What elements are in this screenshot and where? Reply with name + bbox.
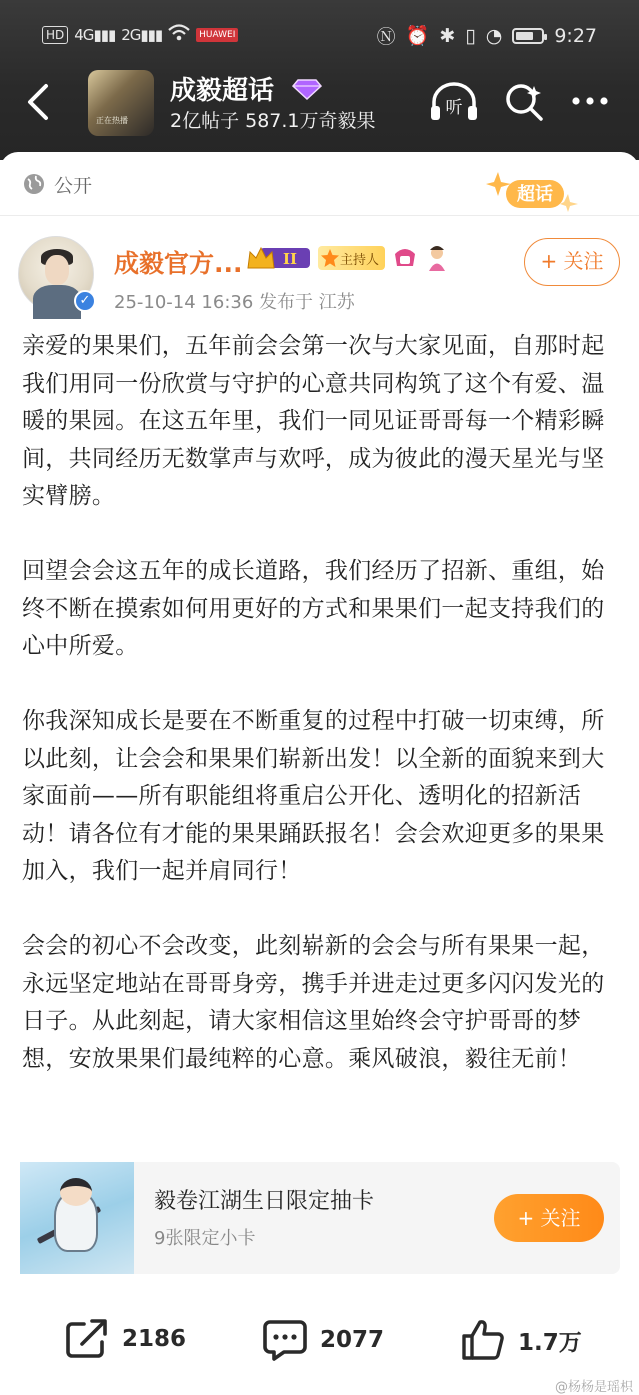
watermark: @杨杨是瑶枳 <box>554 1380 633 1395</box>
status-right <box>377 22 597 49</box>
bluetooth-icon: ✱ <box>439 24 456 47</box>
signal-2g: 2G▮▮▮ <box>121 26 163 44</box>
post-body <box>22 328 622 1116</box>
status-left <box>42 24 238 46</box>
hd-indicator: HD <box>42 26 68 44</box>
post-paragraph: 亲爱的果果们，五年前会会第一次与大家见面，自那时起我们用同一份欣赏与守护的心意共同构筑了这个有爱、温暖的果园。在这五年里，我们一同见证哥哥每一个精彩瞬间，共同经历无数掌声与欢呼，成为彼此的漫天星光与坚实臂膀。 <box>22 333 605 509</box>
app-notification-badge: HUAWEI <box>196 28 238 42</box>
host-badge[interactable] <box>318 246 385 270</box>
nfc-icon: Ⓝ <box>376 26 396 48</box>
listen-button[interactable] <box>428 80 480 124</box>
host-star-icon <box>320 248 340 268</box>
promo-subtitle: 9张限定小卡 <box>154 1228 256 1249</box>
verified-icon: ✓ <box>74 290 96 312</box>
status-bar <box>0 22 639 50</box>
comment-count: 2077 <box>320 1327 385 1353</box>
topic-stats: 2亿帖子 587.1万奇毅果 <box>170 110 376 132</box>
back-button[interactable] <box>20 80 60 124</box>
visibility-label: 公开 <box>54 175 93 197</box>
globe-icon <box>22 172 46 196</box>
comment-button[interactable] <box>262 1318 384 1362</box>
promo-title: 毅卷江湖生日限定抽卡 <box>154 1189 375 1214</box>
back-arrow-icon <box>20 80 60 124</box>
vip-gem-icon <box>292 78 322 100</box>
action-bar <box>0 1304 639 1384</box>
follow-button[interactable]: + 关注 <box>524 238 620 286</box>
topic-title[interactable]: 成毅超话 <box>170 76 275 106</box>
wifi-icon <box>168 24 190 46</box>
search-icon <box>504 82 544 122</box>
like-button[interactable] <box>460 1318 582 1362</box>
alarm-icon: ⏰ <box>405 25 430 47</box>
card-promo[interactable] <box>20 1162 620 1274</box>
topic-nav <box>0 68 639 138</box>
post-paragraph: 回望会会这五年的成长道路，我们经历了招新、重组，始终不断在摸索如何用更好的方式和果果们一起支持我们的心中所爱。 <box>22 558 605 659</box>
more-dots-icon <box>568 86 612 116</box>
chaohua-badge[interactable] <box>484 164 584 214</box>
topic-header <box>0 0 639 160</box>
avatar-face <box>45 255 69 285</box>
battery-icon <box>512 28 544 44</box>
svg-text:听: 听 <box>445 98 463 118</box>
signal-4g: 4G▮▮▮ <box>74 26 116 44</box>
host-badge-label: 主持人 <box>340 252 380 268</box>
author-name[interactable]: 成毅官方... <box>114 249 243 278</box>
clock: 9:27 <box>554 24 597 47</box>
fan-medal-icon[interactable] <box>391 244 419 272</box>
chaohua-badge-icon <box>484 164 584 214</box>
comment-icon <box>262 1318 308 1362</box>
headphones-icon <box>428 80 480 124</box>
speed-icon: ◔ <box>485 24 503 47</box>
post-paragraph: 你我深知成长是要在不断重复的过程中打破一切束缚，所以此刻，让会会和果果们崭新出发！以全新的面貌来到大家面前——所有职能组将重启公开化、透明化的招新活动！请各位有才能的果果踊跃报名！会会欢迎更多的果果加入，我们一起并肩同行！ <box>22 708 605 884</box>
visibility-row <box>0 152 639 216</box>
post-card <box>0 152 639 1386</box>
promo-head <box>60 1178 92 1206</box>
share-icon <box>64 1318 110 1360</box>
character-sticker-icon <box>425 244 449 272</box>
level-crown-badge[interactable] <box>246 244 312 272</box>
share-count: 2186 <box>122 1326 187 1352</box>
thumbs-up-icon <box>460 1318 506 1362</box>
promo-follow-button[interactable]: + 关注 <box>494 1194 604 1242</box>
vibrate-icon: ▯ <box>465 24 476 47</box>
svg-text:II: II <box>282 250 298 268</box>
promo-image <box>20 1162 134 1274</box>
author-row <box>0 236 639 316</box>
share-button[interactable] <box>64 1318 186 1360</box>
post-meta: 25-10-14 16:36 发布于 江苏 <box>114 292 355 313</box>
more-button[interactable] <box>568 86 612 116</box>
topic-cover-image[interactable] <box>88 70 154 136</box>
search-button[interactable] <box>504 82 544 122</box>
author-badges <box>246 244 449 272</box>
cover-caption: 正在热播 <box>96 116 128 125</box>
post-paragraph: 会会的初心不会改变，此刻崭新的会会与所有果果一起，永远坚定地站在哥哥身旁，携手并进走过更多闪闪发光的日子。从此刻起，请大家相信这里始终会守护哥哥的梦想，安放果果们最纯粹的心意。乘风破浪，毅往无前！ <box>22 933 605 1072</box>
svg-text:超话: 超话 <box>517 184 553 205</box>
like-count: 1.7万 <box>518 1329 582 1356</box>
